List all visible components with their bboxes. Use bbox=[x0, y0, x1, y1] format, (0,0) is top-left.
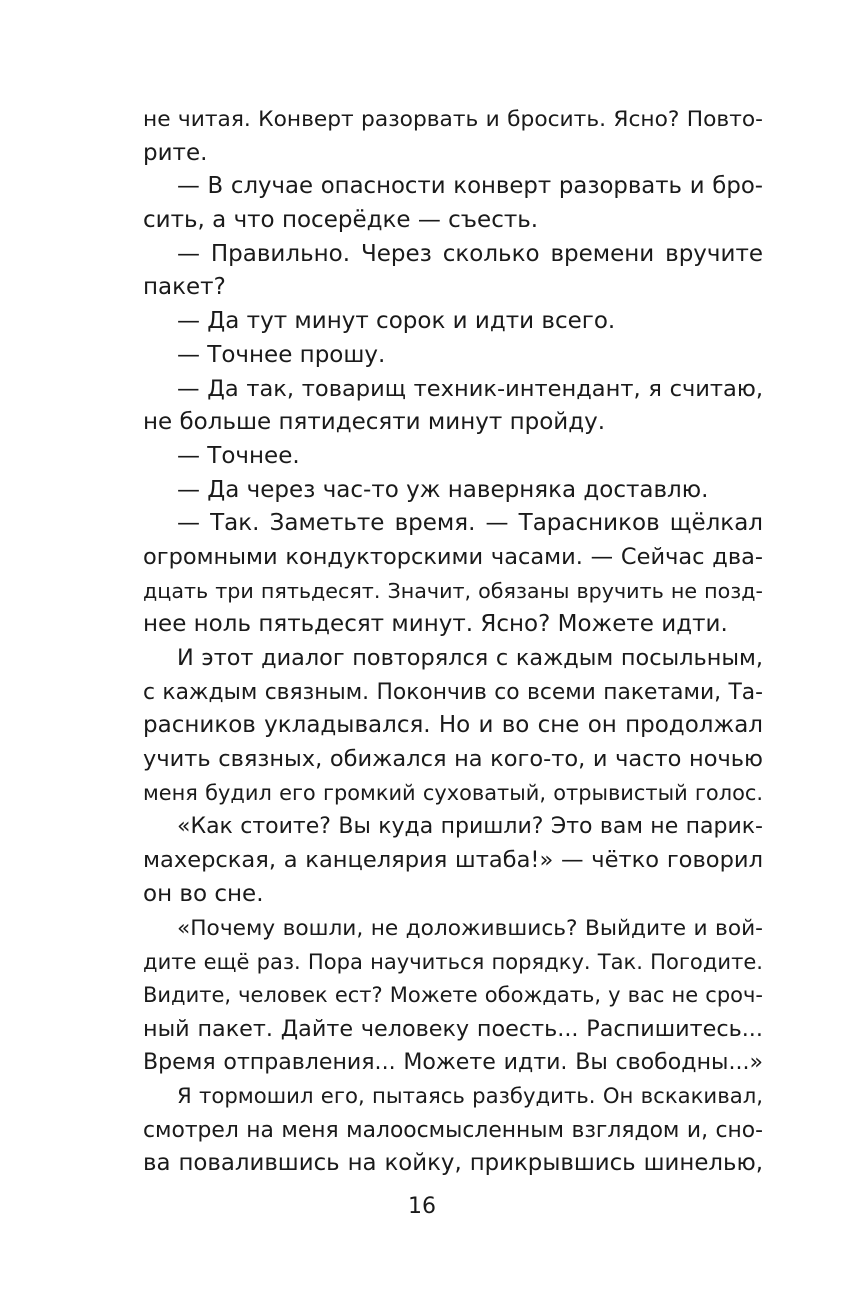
text-line: сить, а что посерёдке — съесть. bbox=[143, 207, 539, 234]
text-line: — Точнее прошу. bbox=[177, 341, 386, 368]
text-line: не больше пятидесяти минут пройду. bbox=[143, 409, 606, 436]
text-line: нее ноль пятьдесят минут. Ясно? Можете идти. bbox=[143, 611, 728, 638]
text-line: рите. bbox=[143, 139, 208, 166]
text-line: — В случае опасности конверт разорвать и бро- bbox=[177, 173, 763, 200]
text-line: с каждым связным. Покончив со всеми пакетами, Та- bbox=[143, 679, 763, 705]
text-line: махерская, а канцелярия штаба!» — чётко говорил bbox=[143, 847, 763, 874]
text-line: пакет? bbox=[143, 274, 226, 301]
text-line: — Точнее. bbox=[177, 442, 300, 469]
text-line: не читая. Конверт разорвать и бросить. Ясно? Повто- bbox=[143, 107, 763, 132]
page-number: 16 bbox=[408, 1194, 436, 1219]
text-line: И этот диалог повторялся с каждым посыльным, bbox=[177, 645, 763, 671]
text-line: дите ещё раз. Пора научиться порядку. Так. Погодите. bbox=[143, 949, 763, 975]
text-line: — Правильно. Через сколько времени вручите bbox=[177, 240, 763, 267]
text-line: — Да через час-то уж наверняка доставлю. bbox=[177, 476, 709, 503]
text-line: Я тормошил его, пытаясь разбудить. Он вскакивал, bbox=[177, 1083, 763, 1109]
text-line: смотрел на меня малоосмысленным взглядом и, сно- bbox=[143, 1117, 763, 1143]
text-line: расников укладывался. Но и во сне он продолжал bbox=[143, 712, 763, 739]
text-line: Видите, человек ест? Можете обождать, у вас не сроч- bbox=[143, 982, 763, 1007]
text-line: дцать три пятьдесят. Значит, обязаны вручить не позд- bbox=[143, 578, 763, 603]
text-line: он во сне. bbox=[143, 880, 264, 907]
text-line: «Как стоите? Вы куда пришли? Это вам не парик- bbox=[177, 814, 763, 840]
text-line: — Да так, товарищ техник-интендант, я считаю, bbox=[177, 375, 763, 402]
text-line: меня будил его громкий суховатый, отрывистый голос. bbox=[143, 780, 763, 805]
page-text bbox=[143, 103, 763, 1181]
text-line: Время отправления... Можете идти. Вы свободны...» bbox=[143, 1049, 763, 1076]
text-line: огромными кондукторскими часами. — Сейчас два- bbox=[143, 543, 763, 570]
text-line: учить связных, обижался на кого-то, и часто ночью bbox=[143, 746, 763, 773]
text-line: ный пакет. Дайте человеку поесть... Распишитесь... bbox=[143, 1015, 763, 1042]
text-line: «Почему вошли, не доложившись? Выйдите и вой- bbox=[177, 915, 763, 941]
text-line: — Да тут минут сорок и идти всего. bbox=[177, 308, 616, 335]
text-line: — Так. Заметьте время. — Тарасников щёлкал bbox=[177, 510, 763, 537]
text-line: ва повалившись на койку, прикрывшись шинелью, bbox=[143, 1150, 763, 1177]
